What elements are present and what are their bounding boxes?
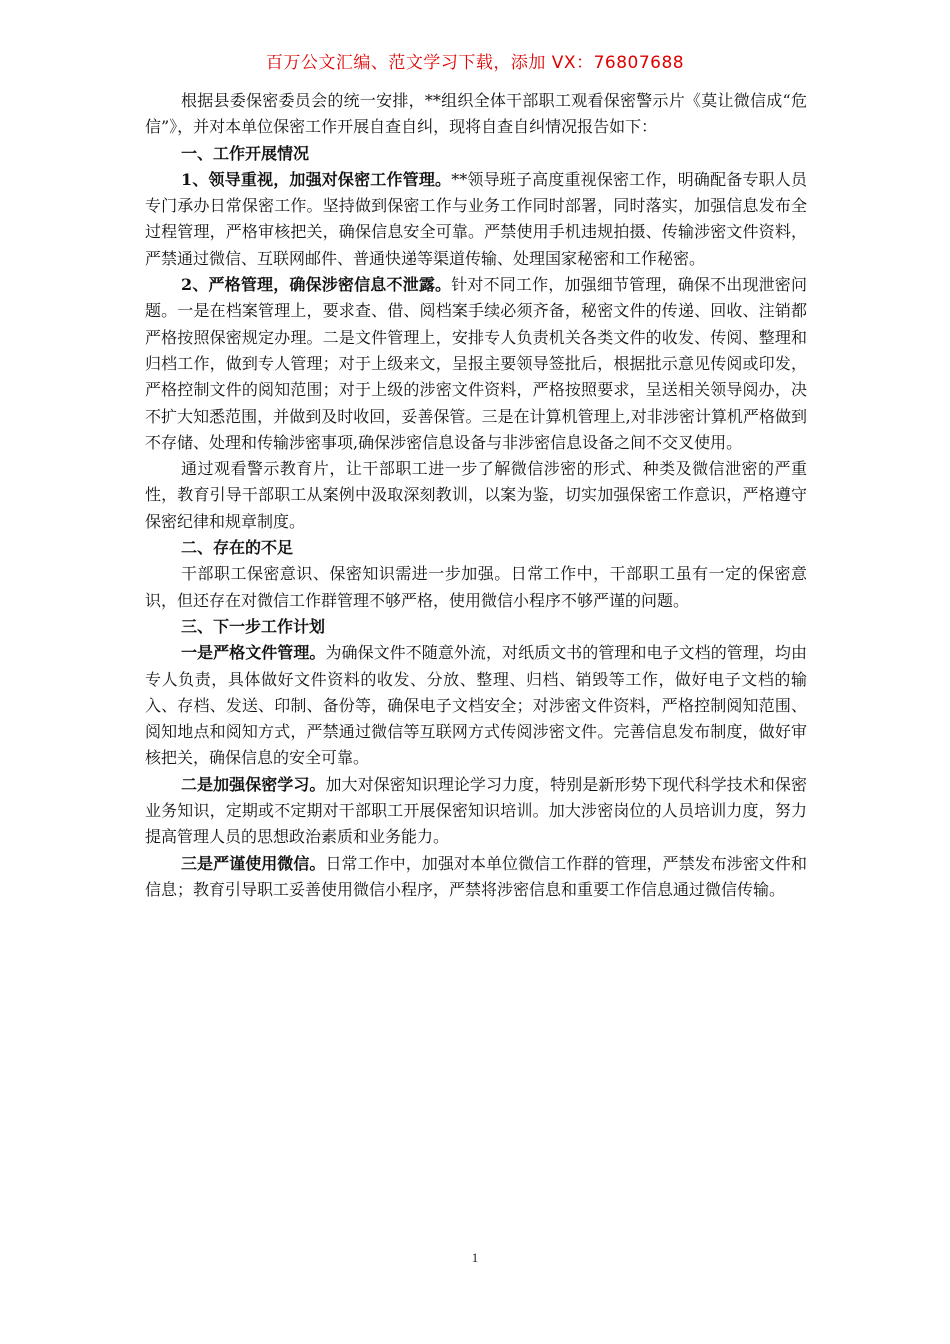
section-3-item-1-text: 为确保文件不随意外流，对纸质文书的管理和电子文档的管理，均由专人负责，具体做好文件资料的收发、分放、整理、归档、销毁等工作，做好电子文档的输入、存档、发送、印制、备份等，确保电子文档安全；对涉密文件资料，严格控制阅知范围、阅知地点和阅知方式，严禁通过微信等互联网方式传阅涉密文件。完善信息发布制度，做好审核把关，确保信息的安全可靠。 — [145, 643, 807, 768]
section-3-item-3-lead: 三是严谨使用微信。 — [181, 853, 326, 873]
section-1-item-1 — [145, 167, 807, 272]
section-1-item-2 — [145, 272, 807, 456]
section-1-item-1-text: **领导班子高度重视保密工作，明确配备专职人员专门承办日常保密工作。坚持做到保密工作与业务工作同时部署，同时落实，加强信息发布全过程管理，严格审核把关，确保信息安全可靠。严禁使用手机违规拍摄、传输涉密文件资料，严禁通过微信、互联网邮件、普通快递等渠道传输、处理国家秘密和工作秘密。 — [145, 169, 807, 268]
section-2-paragraph: 干部职工保密意识、保密知识需进一步加强。日常工作中，干部职工虽有一定的保密意识，但还存在对微信工作群管理不够严格，使用微信小程序不够严谨的问题。 — [145, 564, 807, 610]
section-3-item-2-lead: 二是加强保密学习。 — [181, 774, 326, 794]
section-2-heading: 二、存在的不足 — [181, 538, 294, 558]
header-banner: 百万公文汇编、范文学习下载，添加 VX：76807688 — [265, 53, 685, 73]
section-3-item-3-text: 日常工作中，加强对本单位微信工作群的管理，严禁发布涉密文件和信息；教育引导职工妥善使用微信小程序，严禁将涉密信息和重要工作信息通过微信传输。 — [145, 853, 807, 899]
section-3-item-1 — [145, 640, 807, 771]
section-1-heading: 一、工作开展情况 — [181, 143, 310, 163]
section-3-item-2 — [145, 772, 807, 851]
intro-paragraph: 根据县委保密委员会的统一安排，**组织全体干部职工观看保密警示片《莫让微信成“危信”》，并对本单位保密工作开展自查自纠，现将自查自纠情况报告如下： — [145, 91, 807, 137]
page-number: 1 — [471, 1250, 479, 1265]
section-1-item-2-lead: 2、严格管理，确保涉密信息不泄露。 — [181, 275, 452, 295]
document-body — [145, 88, 807, 903]
section-3-item-3 — [145, 851, 807, 904]
section-1-item-1-lead: 1、领导重视，加强对保密工作管理。 — [181, 169, 452, 189]
section-3-item-1-lead: 一是严格文件管理。 — [181, 643, 326, 663]
section-1-item-2-text: 针对不同工作，加强细节管理，确保不出现泄密问题。一是在档案管理上，要求查、借、阅档案手续必须齐备，秘密文件的传递、回收、注销都严格按照保密规定办理。二是文件管理上，安排专人负责机关各类文件的收发、传阅、整理和归档工作，做到专人管理；对于上级来文，呈报主要领导签批后，根据批示意见传阅或印发，严格控制文件的阅知范围；对于上级的涉密文件资料，严格按照要求，呈送相关领导阅办，决不扩大知悉范围，并做到及时收回，妥善保管。三是在计算机管理上,对非涉密计算机严格做到不存储、处理和传输涉密事项,确保涉密信息设备与非涉密信息设备之间不交叉使用。 — [145, 275, 807, 452]
section-1-paragraph-3: 通过观看警示教育片，让干部职工进一步了解微信涉密的形式、种类及微信泄密的严重性，教育引导干部职工从案例中汲取深刻教训，以案为鉴，切实加强保密工作意识，严格遵守保密纪律和规章制度。 — [145, 459, 807, 531]
section-3-item-2-text: 加大对保密知识理论学习力度，特别是新形势下现代科学技术和保密业务知识，定期或不定期对干部职工开展保密知识培训。加大涉密岗位的人员培训力度，努力提高管理人员的思想政治素质和业务能力。 — [145, 774, 807, 847]
section-3-heading: 三、下一步工作计划 — [181, 616, 326, 636]
